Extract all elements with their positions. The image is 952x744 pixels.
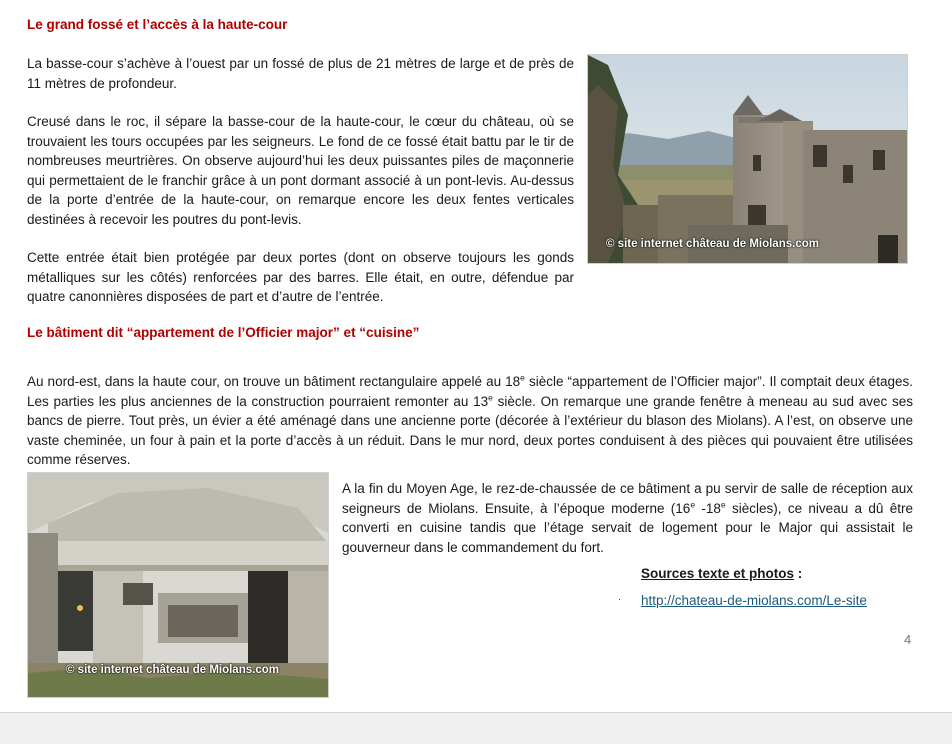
paragraph-fosse-description: Creusé dans le roc, il sépare la basse-cour de la haute-cour, le cœur du château, où se trouvaient les tours occupées par les seigneurs. Le fond de ce fossé était battu par le tir de nombreuses meurtrières. On observe aujourd’hui les deux puissantes piles de maçonnerie qui permettaient de le franchir grâce à un pont dormant associé à un pont-levis. Au-dessus de la porte d’entrée de la haute-cour, on remarque encore les deux fentes verticales destinées à recevoir les poutres du pont-levis.: [27, 114, 574, 227]
page-number: 4: [904, 632, 912, 647]
paragraph-entree-protegee: Cette entrée était bien protégée par deux portes (dont on observe toujours les gonds métalliques sur les côtés) renforcées par des barres. Elle était, en outre, défendue par quatre canonnières disposées de part et d’autre de l’entrée.: [27, 250, 574, 305]
kitchen-fireplace-photo: [27, 472, 329, 698]
window-bottom-bar: [0, 712, 952, 744]
section-heading-grand-fosse: Le grand fossé et l’accès à la haute-cour: [27, 17, 288, 32]
photo-copyright-caption-2: © site internet château de Miolans.com: [66, 664, 279, 676]
paragraph-cuisine: A la fin du Moyen Age, le rez-de-chaussée de ce bâtiment a pu servir de salle de réception aux seigneurs de Miolans. Ensuite, à l’époque moderne (16e -18e siècles), ce niveau a dû être converti en cuisine tandis que l’étage servait de logement pour le Major qui assistait le gouverneur dans le commandement du fort.: [342, 481, 914, 555]
photo-copyright-caption: © site internet château de Miolans.com: [606, 238, 819, 250]
sources-heading: Sources texte et photos :: [641, 566, 803, 581]
section-heading-appartement-officier: Le bâtiment dit “appartement de l’Officier major” et “cuisine”: [27, 325, 420, 340]
paragraph-batiment-description: Au nord-est, dans la haute cour, on trouve un bâtiment rectangulaire appelé au 18e siècle “appartement de l’Officier major”. Il comptait deux étages. Les parties les plus anciennes de la construction pourraient remonter au 13e siècle. On remarque une grande fenêtre à meneau au sud avec ses bancs de pierre. Tout près, un évier a été aménagé dans une ancienne porte (décorée à l’extérieur du blason des Miolans). A l’est, on observe une vaste cheminée, un four à pain et la porte d’accès à un réduit. Dans le mur nord, deux portes conduisent à des pièces qui pouvaient être utilisées comme réserves.: [27, 372, 913, 468]
source-link[interactable]: http://chateau-de-miolans.com/Le-site: [641, 593, 867, 608]
list-bullet: ·: [618, 594, 621, 604]
paragraph-fosse-intro: La basse-cour s’achève à l’ouest par un fossé de plus de 21 mètres de large et de près de 11 mètres de profondeur.: [27, 56, 574, 91]
castle-tower-photo: [587, 54, 908, 264]
